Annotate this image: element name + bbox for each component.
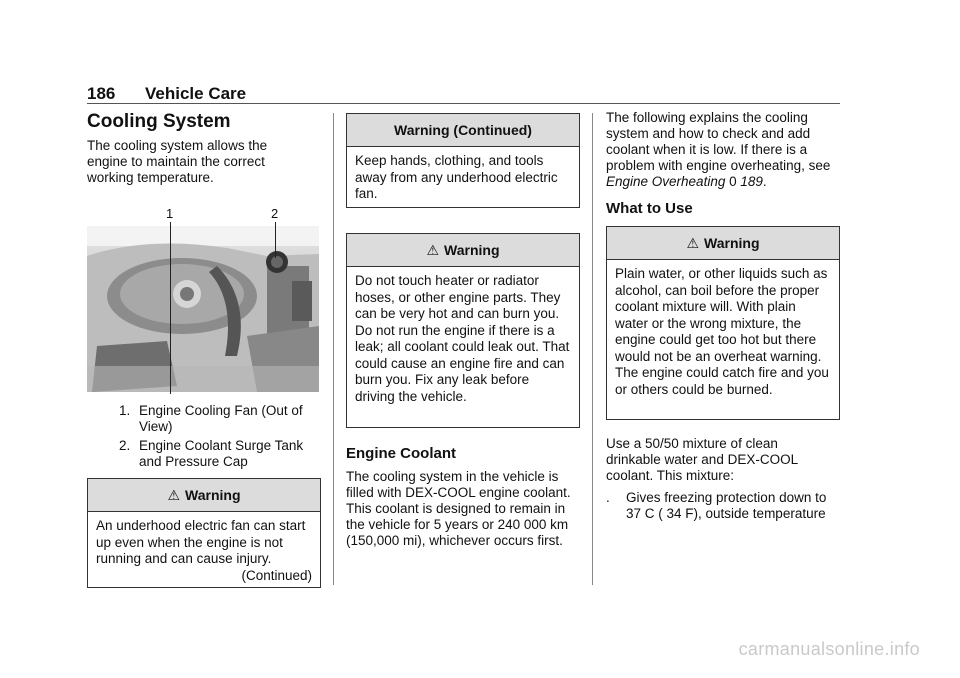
xref-symbol: 0 (729, 174, 737, 189)
legend-item: 2. Engine Coolant Surge Tank and Pressure Cap (119, 438, 304, 469)
warning-box-fan (87, 478, 321, 588)
mixture-text: Use a 50/50 mixture of clean drinkable water and DEX-COOL coolant. This mixture: (606, 436, 798, 483)
xref-engine-overheating[interactable]: Engine Overheating (606, 174, 726, 189)
callout-1: 1 (166, 206, 174, 221)
warning-icon: ⚠ (686, 234, 700, 251)
cooling-system-intro: The cooling system allows the engine to maintain the correct working temperature. (87, 138, 268, 185)
continued-label: (Continued) (241, 567, 312, 583)
warning-title: ⚠ Warning (607, 227, 839, 260)
warning-box-hot-parts (346, 233, 580, 428)
cooling-intro-text: The following explains the cooling system and how to check and add coolant when it is low. If there is a problem with engine overheating, see Engine Overheating 0 189. (606, 110, 831, 189)
bullet-marker: . (606, 490, 610, 505)
column-divider-1 (333, 113, 334, 585)
figure-legend (119, 403, 319, 470)
bullet-freezing-protection: . Gives freezing protection down to 37 C ( 34 F), outside temperature (606, 490, 827, 521)
engine-coolant-text: The cooling system in the vehicle is filled with DEX-COOL engine coolant. This coolant is designed to remain in the vehicle for 5 years or 240 000 km (150,000 mi), whichever occurs first. (346, 469, 571, 548)
page-header (87, 84, 246, 104)
engine-coolant-heading: Engine Coolant (346, 445, 456, 462)
xref-page[interactable]: 189 (740, 174, 763, 189)
watermark: carmanualsonline.info (738, 639, 920, 659)
warning-icon: ⚠ (426, 241, 440, 258)
legend-item: 1. Engine Cooling Fan (Out of View) (119, 403, 303, 434)
engine-compartment-photo (87, 226, 319, 392)
warning-body: Plain water, or other liquids such as alcohol, can boil before the proper coolant mixture will. With plain water or the wrong mixture, the engine could get too hot but there would not be an overheat warning. The engine could catch fire and you or others could be burned. (615, 266, 829, 397)
cooling-system-title: Cooling System (87, 111, 231, 132)
header-rule (87, 103, 840, 104)
engine-illustration (87, 226, 319, 392)
what-to-use-heading: What to Use (606, 200, 693, 217)
warning-body: An underhood electric fan can start up even when the engine is not running and can cause injury. (Continued) (96, 518, 312, 583)
callout-2: 2 (271, 206, 279, 221)
page-number: 186 (87, 84, 116, 103)
warning-title: ⚠ Warning (88, 479, 320, 512)
warning-continued-body: Keep hands, clothing, and tools away from any underhood electric fan. (355, 153, 558, 201)
warning-box-plain-water (606, 226, 840, 420)
section-title: Vehicle Care (145, 84, 247, 103)
warning-body: Do not touch heater or radiator hoses, or other engine parts. They can be very hot and can burn you. Do not run the engine if there is a leak; all coolant could leak out. That could cause an engine fire and can burn you. Fix any leak before driving the vehicle. (355, 273, 570, 404)
callout-line-1 (170, 222, 171, 394)
warning-box-continued (346, 113, 580, 208)
column-divider-2 (592, 113, 593, 585)
callout-line-2 (275, 222, 276, 258)
warning-continued-title: Warning (Continued) (347, 114, 579, 147)
warning-icon: ⚠ (167, 486, 181, 503)
warning-title: ⚠ Warning (347, 234, 579, 267)
